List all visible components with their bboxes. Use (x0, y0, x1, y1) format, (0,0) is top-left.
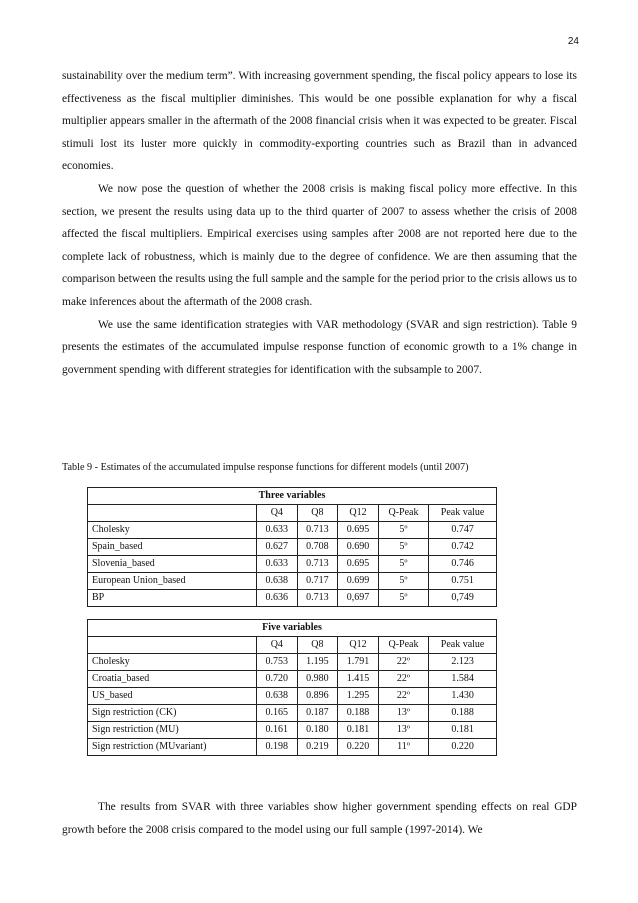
table-cell: 5º (378, 573, 428, 590)
table-cell: US_based (88, 688, 257, 705)
table-cell: 0.636 (257, 590, 298, 607)
table-cell: 0.980 (297, 671, 338, 688)
table-cell: 1.415 (338, 671, 379, 688)
table-cell: 1.584 (429, 671, 497, 688)
table-row (88, 705, 497, 722)
table-cell: 1.295 (338, 688, 379, 705)
paragraph-3: We use the same identification strategies with VAR methodology (SVAR and sign restriction). Table 9 presents the estimates of the accumulated impulse response function of economic growth to a 1% change in government spending with different strategies for identification with the subsample to 2007. (62, 318, 577, 376)
table-cell: 0.695 (338, 522, 379, 539)
table-header-row (88, 637, 497, 654)
table-cell: 0.633 (257, 522, 298, 539)
table-caption: Table 9 - Estimates of the accumulated impulse response functions for different models (until 2007) (62, 462, 469, 473)
table-cell: 0.165 (257, 705, 298, 722)
column-header (88, 637, 257, 654)
paragraph-2: We now pose the question of whether the 2008 crisis is making fiscal policy more effective. In this section, we present the results using data up to the third quarter of 2007 to assess whether the crisis of 2008 affected the fiscal multipliers. Empirical exercises using samples after 2008 are not reported here due to the complete lack of robustness, which is mainly due to the degree of confidence. We are then assuming that the comparison between the results using the full sample and the sample for the period prior to the crisis allows us to make inferences about the aftermath of the 2008 crash. (62, 182, 577, 308)
table-title: Three variables (88, 488, 497, 505)
table-row (88, 522, 497, 539)
table-cell: 0.713 (297, 590, 338, 607)
paragraph-1: sustainability over the medium term”. With increasing government spending, the fiscal policy appears to lose its effectiveness as the fiscal multiplier diminishes. This would be one possible explanation for why a fiscal multiplier appears smaller in the aftermath of the 2008 financial crisis when it was expected to be greater. Fiscal stimuli lost its luster more quickly in commodity-exporting countries such as Brazil than in advanced economies. (62, 70, 577, 173)
table-cell: 0.708 (297, 539, 338, 556)
table-cell: 0.742 (429, 539, 497, 556)
table-row (88, 556, 497, 573)
table-row (88, 671, 497, 688)
table-cell: 5º (378, 590, 428, 607)
table-cell: 0.181 (338, 722, 379, 739)
table-cell: 0.188 (429, 705, 497, 722)
column-header: Q12 (338, 505, 379, 522)
table-cell: 0.713 (297, 522, 338, 539)
table-cell: 1.791 (338, 654, 379, 671)
table-cell: Sign restriction (CK) (88, 705, 257, 722)
table-cell: 0.187 (297, 705, 338, 722)
table-cell: 0,697 (338, 590, 379, 607)
table-header-row (88, 505, 497, 522)
table-row (88, 739, 497, 756)
table-cell: 0.633 (257, 556, 298, 573)
table-cell: 1.430 (429, 688, 497, 705)
table-cell: 0.181 (429, 722, 497, 739)
column-header: Peak value (429, 637, 497, 654)
column-header: Q8 (297, 505, 338, 522)
table-cell: 0.699 (338, 573, 379, 590)
paragraph-4: The results from SVAR with three variables show higher government spending effects on real GDP growth before the 2008 crisis compared to the model using our full sample (1997-2014). We (62, 801, 577, 836)
table-cell: 0.161 (257, 722, 298, 739)
table-cell: 0.180 (297, 722, 338, 739)
table-three-variables (87, 487, 497, 607)
page-number: 24 (567, 36, 579, 47)
table-cell: 0.690 (338, 539, 379, 556)
table-cell: 0.751 (429, 573, 497, 590)
table-title: Five variables (88, 620, 497, 637)
table-cell: Spain_based (88, 539, 257, 556)
table-cell: 0.746 (429, 556, 497, 573)
table-cell: Cholesky (88, 654, 257, 671)
table-cell: 0.188 (338, 705, 379, 722)
table-cell: Sign restriction (MUvariant) (88, 739, 257, 756)
body-text-final (62, 796, 577, 841)
table-cell: 5º (378, 522, 428, 539)
table-cell: 0.713 (297, 556, 338, 573)
table-cell: 0.219 (297, 739, 338, 756)
table-cell: 5º (378, 556, 428, 573)
table-cell: 0.753 (257, 654, 298, 671)
table-cell: 11º (378, 739, 428, 756)
column-header: Q4 (257, 505, 298, 522)
table-row (88, 654, 497, 671)
column-header: Q-Peak (378, 505, 428, 522)
table-cell: 0,749 (429, 590, 497, 607)
table-cell: 13º (378, 722, 428, 739)
table-cell: 0.198 (257, 739, 298, 756)
table-cell: 5º (378, 539, 428, 556)
table-cell: 0.638 (257, 573, 298, 590)
column-header: Q4 (257, 637, 298, 654)
column-header (88, 505, 257, 522)
table-cell: Sign restriction (MU) (88, 722, 257, 739)
table-cell: 0.720 (257, 671, 298, 688)
table-cell: 0.896 (297, 688, 338, 705)
table-cell: 0.695 (338, 556, 379, 573)
table-cell: 22º (378, 671, 428, 688)
table-cell: 0.638 (257, 688, 298, 705)
table-row (88, 688, 497, 705)
table-cell: 0.747 (429, 522, 497, 539)
table-cell: Cholesky (88, 522, 257, 539)
table-row (88, 722, 497, 739)
table-cell: 22º (378, 688, 428, 705)
table-cell: 0.220 (429, 739, 497, 756)
table-five-variables (87, 619, 497, 756)
column-header: Q12 (338, 637, 379, 654)
table-cell: 13º (378, 705, 428, 722)
table-cell: 0.220 (338, 739, 379, 756)
body-text (62, 65, 577, 381)
table-cell: European Union_based (88, 573, 257, 590)
table-cell: 22º (378, 654, 428, 671)
table-cell: Croatia_based (88, 671, 257, 688)
table-cell: 0.717 (297, 573, 338, 590)
column-header: Peak value (429, 505, 497, 522)
column-header: Q-Peak (378, 637, 428, 654)
table-cell: Slovenia_based (88, 556, 257, 573)
table-row (88, 590, 497, 607)
table-row (88, 539, 497, 556)
table-cell: 2.123 (429, 654, 497, 671)
column-header: Q8 (297, 637, 338, 654)
table-cell: 1.195 (297, 654, 338, 671)
table-cell: 0.627 (257, 539, 298, 556)
table-cell: BP (88, 590, 257, 607)
table-row (88, 573, 497, 590)
